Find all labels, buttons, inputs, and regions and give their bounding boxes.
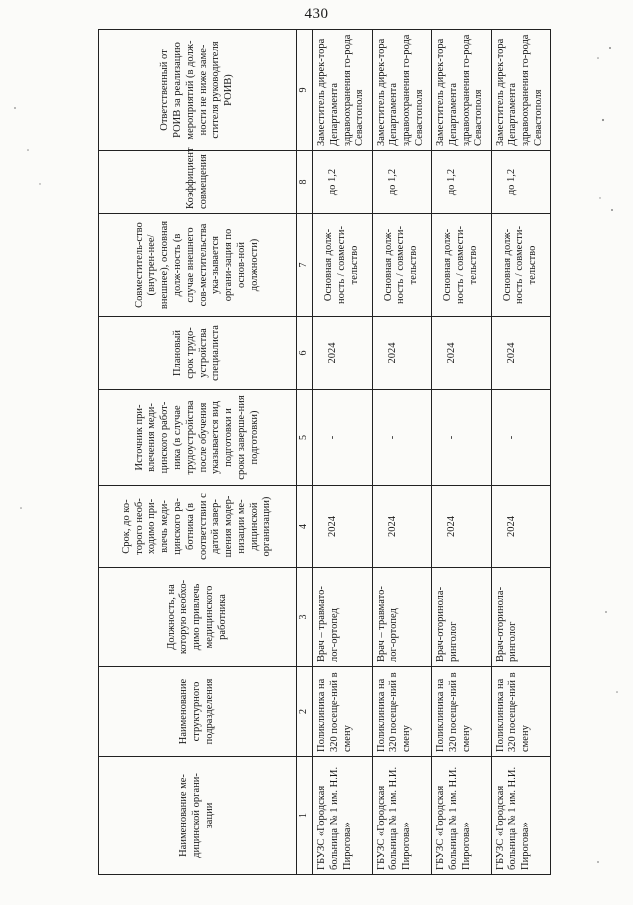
- combination-cell: Основная долж-ность / совмести-тельство: [372, 214, 432, 317]
- deadline-cell: 2024: [313, 486, 373, 568]
- coefficient-cell: до 1,2: [313, 151, 373, 214]
- combination-cell: Основная долж-ность / совмести-тельство: [313, 214, 373, 317]
- header-cell: Наименование структурного подразделения: [99, 667, 297, 757]
- column-number: 3: [297, 568, 313, 667]
- header-cell: Коэффициент совмещения: [99, 151, 297, 214]
- planned-date-cell: 2024: [372, 317, 432, 390]
- header-cell: Срок, до ко-торого необ-ходимо при-влечь меди-цинского ра-ботника (в соответствии с датой завер-шения модер-низации ме-дицинской организации): [99, 486, 297, 568]
- header-cell: Должность, на которую необхо-димо привлечь медицинского работника: [99, 568, 297, 667]
- responsible-cell: Заместитель дирек-тора Департамента здравоохранения го-рода Севастополя: [491, 30, 551, 151]
- header-cell: Плановый срок трудо-устройства специалиста: [99, 317, 297, 390]
- planned-date-cell: 2024: [432, 317, 492, 390]
- column-number: 2: [297, 667, 313, 757]
- deadline-cell: 2024: [432, 486, 492, 568]
- position-cell: Врач – травмато-лог-ортопед: [372, 568, 432, 667]
- coefficient-cell: до 1,2: [432, 151, 492, 214]
- combination-cell: Основная долж-ность / совмести-тельство: [432, 214, 492, 317]
- position-cell: Врач-оторинола-ринголог: [491, 568, 551, 667]
- column-number: 9: [297, 30, 313, 151]
- header-cell: Совместитель-ство (внутрен-нее/внешнее), основная долж-ность (в случае внешнего сов-местительства ука-зывается органи-зация по основ-ной должности): [99, 214, 297, 317]
- organization-cell: ГБУЗС «Городская больница № 1 им. Н.И. Пирогова»: [372, 757, 432, 875]
- column-number: 5: [297, 390, 313, 486]
- planned-date-cell: 2024: [491, 317, 551, 390]
- deadline-cell: 2024: [372, 486, 432, 568]
- organization-cell: ГБУЗС «Городская больница № 1 им. Н.И. Пирогова»: [313, 757, 373, 875]
- page-number: 430: [304, 6, 329, 22]
- source-cell: -: [313, 390, 373, 486]
- header-cell: Источник при-влечения меди-цинского работ-ника (в случае трудоустройства после обучения указывается вид подготовки и сроки заверше-ния подготовки): [99, 390, 297, 486]
- header-cell: Ответственный от РОИВ за реализацию мероприятий (в долж-ности не ниже заме-стителя руководителя РОИВ): [99, 30, 297, 151]
- position-cell: Врач – травмато-лог-ортопед: [313, 568, 373, 667]
- responsible-cell: Заместитель дирек-тора Департамента здравоохранения го-рода Севастополя: [432, 30, 492, 151]
- department-cell: Поликлиника на 320 посеще-ний в смену: [372, 667, 432, 757]
- column-number: 4: [297, 486, 313, 568]
- header-cell: Наименование ме-дицинской органи-зации: [99, 757, 297, 875]
- source-cell: -: [491, 390, 551, 486]
- responsible-cell: Заместитель дирек-тора Департамента здравоохранения го-рода Севастополя: [313, 30, 373, 151]
- column-number: 8: [297, 151, 313, 214]
- department-cell: Поликлиника на 320 посеще-ний в смену: [432, 667, 492, 757]
- planned-date-cell: 2024: [313, 317, 373, 390]
- column-number: 6: [297, 317, 313, 390]
- column-number: 1: [297, 757, 313, 875]
- responsible-cell: Заместитель дирек-тора Департамента здравоохранения го-рода Севастополя: [372, 30, 432, 151]
- organization-cell: ГБУЗС «Городская больница № 1 им. Н.И. Пирогова»: [432, 757, 492, 875]
- deadline-cell: 2024: [491, 486, 551, 568]
- combination-cell: Основная долж-ность / совмести-тельство: [491, 214, 551, 317]
- source-cell: -: [372, 390, 432, 486]
- coefficient-cell: до 1,2: [491, 151, 551, 214]
- department-cell: Поликлиника на 320 посеще-ний в смену: [313, 667, 373, 757]
- organization-cell: ГБУЗС «Городская больница № 1 им. Н.И. Пирогова»: [491, 757, 551, 875]
- column-number: 7: [297, 214, 313, 317]
- coefficient-cell: до 1,2: [372, 151, 432, 214]
- position-cell: Врач-оторинола-ринголог: [432, 568, 492, 667]
- department-cell: Поликлиника на 320 посеще-ний в смену: [491, 667, 551, 757]
- source-cell: -: [432, 390, 492, 486]
